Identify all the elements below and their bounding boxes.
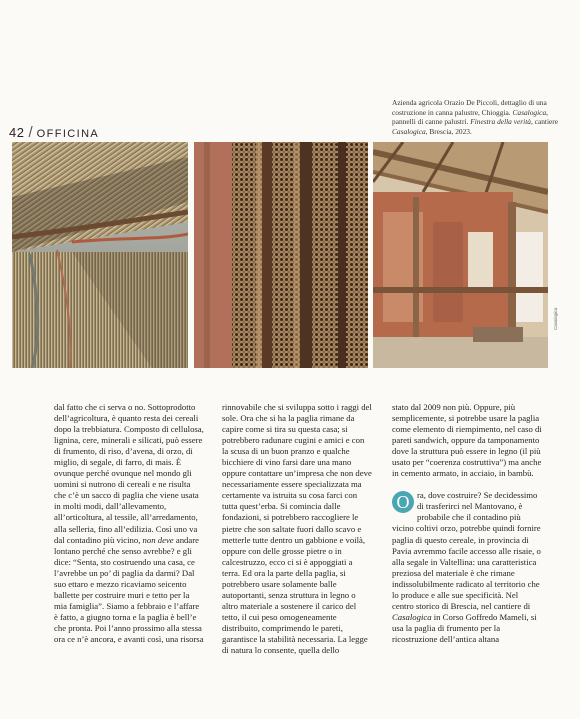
caption-italic: Casalogica [512,107,547,117]
page-header [9,124,99,142]
caption-italic: Casalogica [392,126,426,136]
text-column-3 [392,402,542,645]
drop-cap: O [392,491,414,513]
paragraph: dal fatto che ci serva o no. Sottoprodotto dell’agricoltura, è quanto resta dei cereali dopo la trebbiatura. Composto di cellulosa, lignina, cere, minerali e silicati, può essere di frumento, di riso, d’avena, di orzo, di miglio, di segale, di farro, di mais. È ovunque perché ovunque nel mondo gli uomini si nutrono di cereali e ne risulta che c’è un sacco di paglia che viene usata in molti modi, dall’allevamento, all’orticoltura, al tessile, all’arredamento, alla selleria, fino all’edilizia. Così uno va dal contadino più vicino, non deve andare lontano perché che senso avrebbe? e gli dice: “Senta, sto costruendo una casa, ce l’avrebbe un po’ di paglia da darmi? Dal suo ettaro e mezzo ricaviamo seicento ballette per costruire muri e tetto per la mia famiglia”. Siamo a febbraio e l’affare è fatto, a giugno torna e la paglia è bell’e che pronta. Poi l’anno prossimo alla stessa ora ce n’è ancora, e avanti così, una risorsa [54,402,204,644]
header-separator: / [28,124,33,141]
page-number: 42 [9,125,25,140]
text-column-2 [222,402,372,656]
magazine-section: OFFICINA [36,128,100,140]
text-column-1 [54,402,204,645]
reed-roof-photo [12,142,188,368]
caption-italic: Finestra della verità [470,117,531,127]
caption-text: , pannelli di canne palustri. [392,107,549,127]
paragraph: stato dal 2009 non più. Oppure, più semplicemente, si potrebbe usare la paglia come elemento di riempimento, nel caso di pareti sandwich, oppure da tamponamento dove la struttura può essere in legno (il più usato per “coerenza costruttiva”) ma anche in cemento armato, in acciaio, in bambù. [392,402,542,479]
paragraph: rinnovabile che si sviluppa sotto i raggi del sole. Ora che si ha la paglia rimane da capire come si tira su questa casa; si potrebbero radunare cugini e amici e con la scusa di un buon pranzo e qualche bicchiere di vino farsi dare una mano oppure contattare un’impresa che non deve necessariamente essere specializzata ma certamente va istruita su cosa farci con tutta quest’erba. Si comincia dalle fondazioni, si potrebbero raccogliere le pietre che son saltate fuori dallo scavo e metterle tutte dentro un gabbione e voilà, oppure con delle grosse pietre o in calcestruzzo, ecco ci si è appoggiati a terra. Ed ora la parte della paglia, si potrebbero usare solamente balle autoportanti, senza struttura in legno o altro materiale a sostenere il carico del tetto, il cui peso omogeneamente distribuito, comprimendo le pareti, garantisce la stabilità necessaria. La legge di natura lo consente, quella dello [222,402,372,656]
paragraph: O ra, dove costruire? Se decidessimo di trasferirci nel Mantovano, è probabile che il contadino più vicino coltivi orzo, potrebbe quindi fornire paglia di questo cereale, in provincia di Pavia avremmo facile accesso alle risaie, o alla segale in Valtellina: una caratteristica preziosa del materiale è che rimane indissolubilmente radicato al territorio che lo produce e alle sue specificità. Nel centro storico di Brescia, nel cantiere di Casalogica in Corso Goffredo Mameli, si usa la paglia di frumento per la ricostruzione dell’antica altana [392,490,541,644]
photo-caption [392,98,568,136]
caption-text: , Brescia, 2023. [425,126,472,136]
reed-panel-closeup-photo [194,142,368,368]
photo-credit: Casalogica [553,307,558,330]
caption-text: , cantiere [530,117,559,127]
construction-site-photo [373,142,548,368]
caption-text: Azienda agricola Orazio De Piccoli, dettaglio di una costruzione in canna palustre, Chioggia. [392,98,547,117]
